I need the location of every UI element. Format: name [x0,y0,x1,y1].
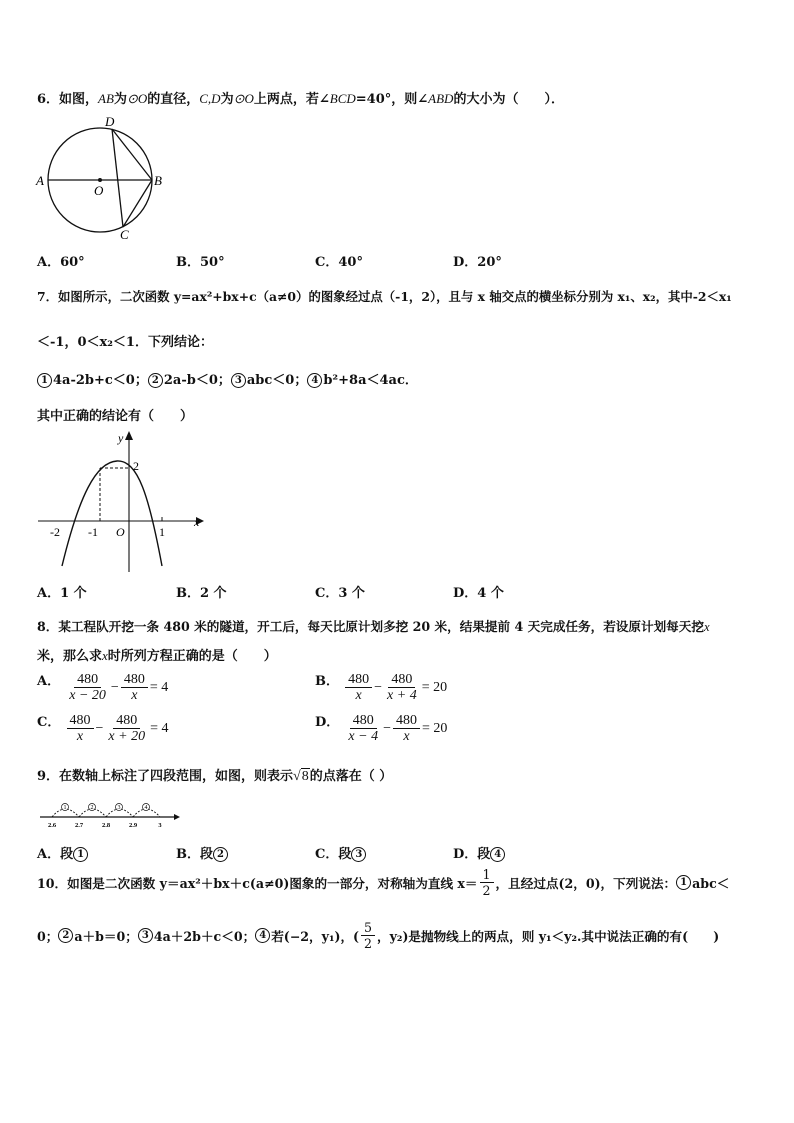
svg-text:4: 4 [144,805,148,811]
q7-parabola-graph [34,426,214,574]
fraction-half: $\frac{1}{2}$ [480,867,494,898]
parabola-curve [62,461,162,566]
svg-text:2.8: 2.8 [101,822,111,829]
q8-option-a: A． $\frac{480}{x - 20}$ − $\frac{480}{x}$ = 4 [37,672,169,703]
q6-circle-figure [30,112,170,242]
q9-number-line [38,797,188,831]
label-a: A [36,173,44,188]
q10-line1: 10．如图是二次函数 y＝ax²＋bx＋c(a≠0)图象的一部分，对称轴为直线 x＝ $\frac{1}{2}$ ，且经过点(2，0)，下列说法： 1 abc＜ [37,867,730,898]
center-dot [98,178,102,182]
q9-option-d: D．段 4 [453,843,506,862]
q6-option-a: A．60° [37,255,85,270]
q7-option-d: D．4 个 [453,586,504,601]
circled-number: 3 [138,928,153,943]
y-axis-arrow [125,431,133,440]
q9-stem: 9．在数轴上标注了四段范围，如图，则表示√8的点落在（ ） [37,769,393,784]
svg-text:2.7: 2.7 [74,822,84,829]
chord-cb [123,180,152,227]
svg-text:3: 3 [158,822,162,829]
label-x: x [194,515,200,529]
q6-option-b: B．50° [176,255,225,270]
circled-number: 1 [37,373,52,388]
label-two: 2 [133,459,139,473]
circled-number: 3 [231,373,246,388]
q7-line1: 7．如图所示，二次函数 y=ax²+bx+c（a≠0）的图象经过点（-1，2），且与 x 轴交点的横坐标分别为 x₁、x₂，其中-2＜x₁ [37,289,732,304]
label-b: B [154,173,162,188]
q7-option-a: A．1 个 [37,586,87,601]
label-one: 1 [159,525,165,539]
q10-line2: 0； 2 a＋b＝0； 3 4a＋2b＋c＜0； 4 若(−2，y₁)，( $\frac{5}{2}$ ，y₂)是抛物线上的两点，则 y₁＜y₂.其中说法正确的有( ) [37,920,720,951]
label-c: C [120,227,129,242]
chord-dc [112,129,123,227]
svg-text:3: 3 [117,805,121,811]
circled-number: 3 [351,847,366,862]
q9-option-c: C．段 3 [315,843,367,862]
q6-option-d: D．20° [453,255,502,270]
circled-number: 4 [307,373,322,388]
circled-number: 2 [148,373,163,388]
q8-option-b: B． $\frac{480}{x}$ − $\frac{480}{x + 4}$ = 20 [315,672,448,703]
circled-number: 4 [255,928,270,943]
label-y: y [118,431,124,445]
label-origin: O [116,525,125,539]
label-d: D [105,114,115,129]
q6-stem: 6．如图，AB为⊙O的直径，C,D为⊙O上两点，若∠BCD=40°，则∠ABD的大小为（ ）． [37,91,564,107]
q7-line3: 1 4a-2b+c＜0； 2 2a-b＜0； 3 abc＜0； 4 b²+8a＜4ac． [37,369,418,388]
tick-labels [48,822,162,829]
svg-text:2: 2 [90,805,94,811]
q7-option-c: C．3 个 [315,586,365,601]
q9-option-b: B．段 2 [176,843,229,862]
q7-line4: 其中正确的结论有（ ） [37,409,194,424]
circled-number: 4 [490,847,505,862]
number-line-arrow [174,814,180,820]
q6-option-c: C．40° [315,255,363,270]
label-minus-one: -1 [88,525,98,539]
q8-line2: 米，那么求x时所列方程正确的是（ ） [37,648,277,664]
equation: $\frac{480}{x - 4}$ − $\frac{480}{x}$ = 20 [348,713,448,744]
equation: $\frac{480}{x - 20}$ − $\frac{480}{x}$ = 4 [69,672,169,703]
q8-line1: 8．某工程队开挖一条 480 米的隧道，开工后，每天比原计划多挖 20 米，结果提前 4 天完成任务，若设原计划每天挖x [37,619,710,634]
circled-number: 2 [213,847,228,862]
q9-option-a: A．段 1 [37,843,89,862]
circled-number: 1 [676,875,691,890]
circled-number: 2 [58,928,73,943]
circled-number: 1 [73,847,88,862]
q7-option-b: B．2 个 [176,586,227,601]
equation: $\frac{480}{x}$ − $\frac{480}{x + 4}$ = 20 [343,672,447,703]
q7-line2: ＜-1，0＜x₂＜1．下列结论： [37,335,213,350]
q8-option-c: C． $\frac{480}{x}$ − $\frac{480}{x + 20}$ = 4 [37,713,169,744]
sqrt-expression: √8 [293,769,309,784]
svg-text:2.9: 2.9 [128,822,138,829]
equation: $\frac{480}{x}$ − $\frac{480}{x + 20}$ = 4 [65,713,169,744]
range-markers [62,804,150,812]
q8-option-d: D． $\frac{480}{x - 4}$ − $\frac{480}{x}$ = 20 [315,713,448,744]
fraction-five-halves: $\frac{5}{2}$ [361,920,375,951]
label-minus-two: -2 [50,525,60,539]
label-o: O [94,183,104,198]
svg-text:1: 1 [63,805,67,811]
svg-text:2.6: 2.6 [47,822,57,829]
